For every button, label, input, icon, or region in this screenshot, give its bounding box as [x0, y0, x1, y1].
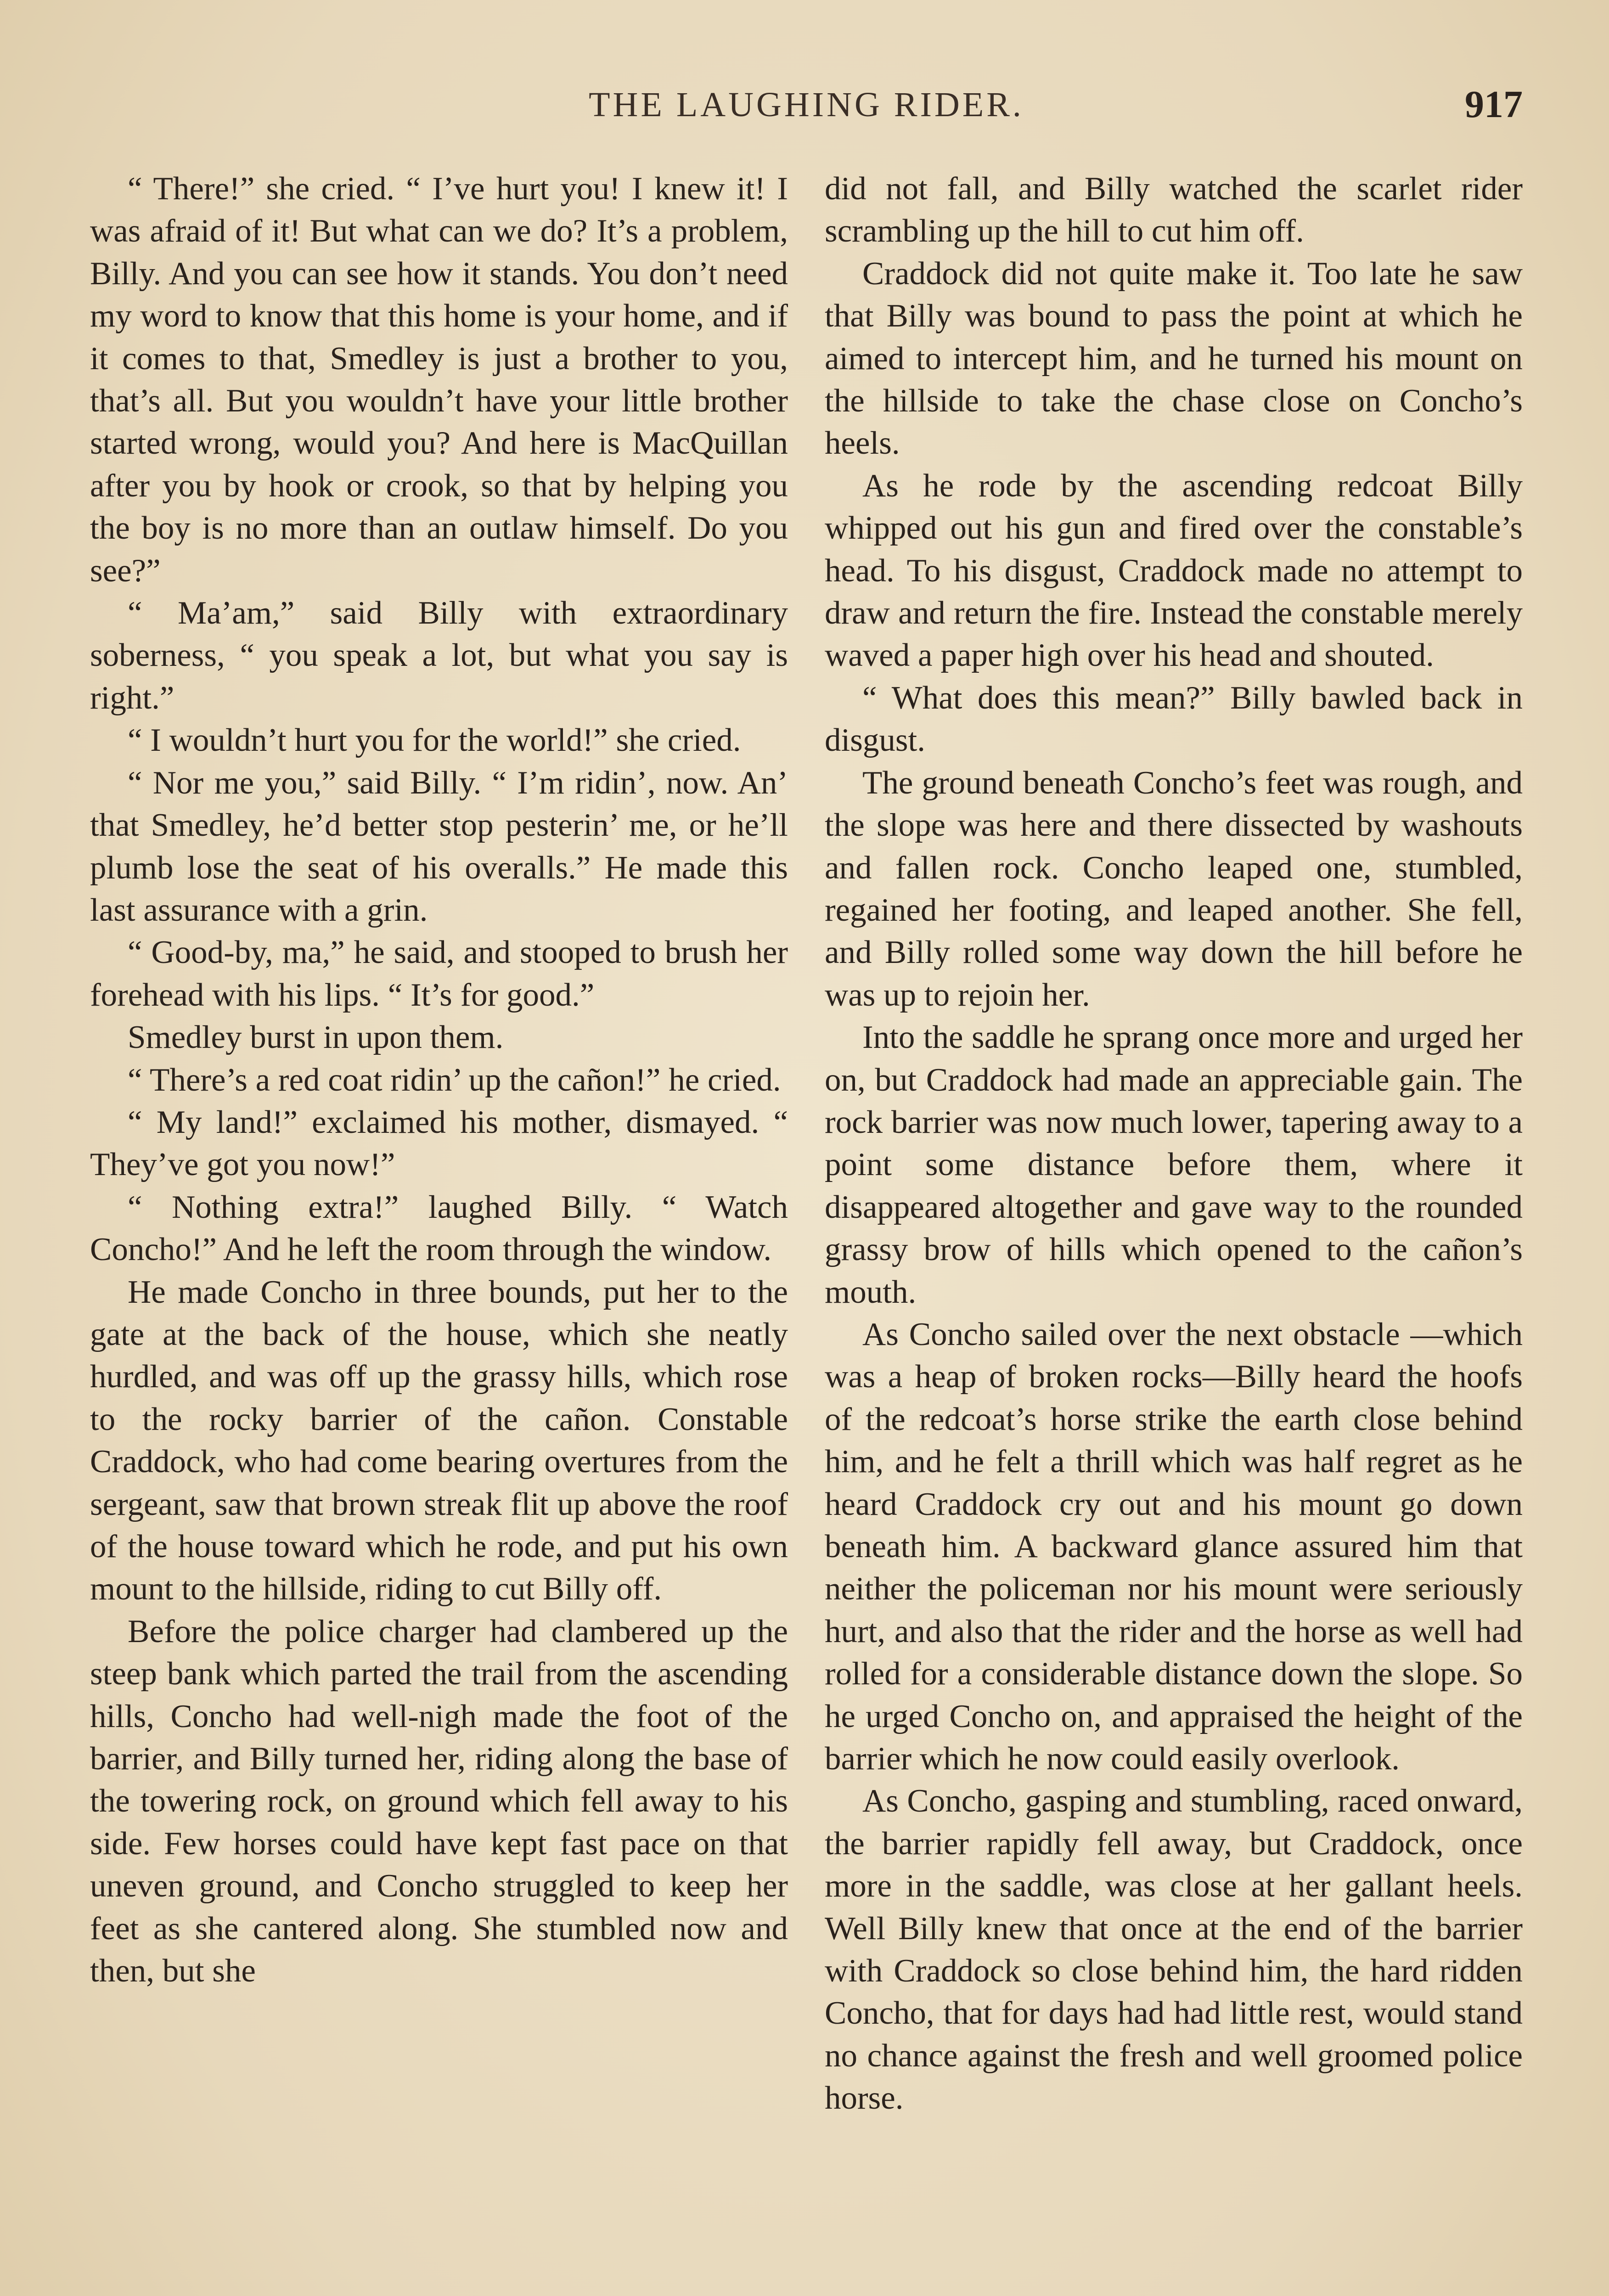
- paragraph: “ I wouldn’t hurt you for the world!” she cried.: [128, 722, 741, 759]
- page-number: 917: [1465, 83, 1523, 126]
- paragraph: “ Nor me you,” said Billy. “ I’m ridin’, now. An’ that Smedley, he’d better stop pesterin’ me, or he’ll plumb lose the seat of his overalls.” He made this last assurance with a grin.: [90, 765, 788, 928]
- paragraph: “ What does this mean?” Billy bawled back in disgust.: [825, 680, 1523, 759]
- paragraph: “ My land!” exclaimed his mother, dismayed. “ They’ve got you now!”: [90, 1104, 788, 1183]
- paragraph: “ Nothing extra!” laughed Billy. “ Watch Concho!” And he left the room through the window.: [90, 1189, 788, 1268]
- page-header: [90, 85, 1523, 135]
- paragraph: “ Ma’am,” said Billy with extraordinary soberness, “ you speak a lot, but what you say is right.”: [90, 595, 788, 716]
- paragraph: “ Good-by, ma,” he said, and stooped to brush her forehead with his lips. “ It’s for good.”: [90, 934, 788, 1013]
- paragraph: Craddock did not quite make it. Too late he saw that Billy was bound to pass the point at which he aimed to intercept him, and he turned his mount on the hillside to take the chase close on Concho’s heels.: [825, 255, 1523, 461]
- paragraph: “ There!” she cried. “ I’ve hurt you! I knew it! I was afraid of it! But what can we do? It’s a problem, Billy. And you can see how it stands. You don’t need my word to know that this home is your home, and if it comes to that, Smedley is just a brother to you, that’s all. But you wouldn’t have your little brother started wrong, would you? And here is MacQuillan after you by hook or crook, so that by helping you the boy is no more than an outlaw himself. Do you see?”: [90, 171, 788, 589]
- paragraph: The ground beneath Concho’s feet was rough, and the slope was here and there dissected by washouts and fallen rock. Concho leaped one, stumbled, regained her footing, and leaped another. She fell, and Billy rolled some way down the hill before he was up to rejoin her.: [825, 765, 1523, 1013]
- paragraph: As Concho sailed over the next obstacle —which was a heap of broken rocks—Billy heard the hoofs of the redcoat’s horse strike the earth close behind him, and he felt a thrill which was half regret as he heard Craddock cry out and his mount go down beneath him. A backward glance assured him that neither the policeman nor his mount were seriously hurt, and also that the rider and the horse as well had rolled for a considerable distance down the slope. So he urged Concho on, and appraised the height of the barrier which he now could easily overlook.: [825, 1316, 1523, 1777]
- paragraph: As Concho, gasping and stumbling, raced onward, the barrier rapidly fell away, but Craddock, once more in the saddle, was close at her gallant heels. Well Billy knew that once at the end of the barrier with Craddock so close behind him, the hard ridden Concho, that for days had had little rest, would stand no chance against the fresh and well groomed police horse.: [825, 1783, 1523, 2116]
- paragraph-continued: did not fall, and Billy watched the scarlet rider scrambling up the hill to cut him off.: [825, 171, 1523, 249]
- paragraph: Into the saddle he sprang once more and urged her on, but Craddock had made an appreciable gain. The rock barrier was now much lower, tapering away to a point some distance before them, where it disappeared altogether and gave way to the rounded grassy brow of hills which opened to the cañon’s mouth.: [825, 1019, 1523, 1310]
- paragraph: Before the police charger had clambered up the steep bank which parted the trail from the ascending hills, Concho had well-nigh made the foot of the barrier, and Billy turned her, riding along the base of the towering rock, on ground which fell away to his side. Few horses could have kept fast pace on that uneven ground, and Concho struggled to keep her feet as she cantered along. She stumbled now and then, but she: [90, 1613, 788, 1989]
- paragraph: “ There’s a red coat ridin’ up the cañon!” he cried.: [128, 1062, 781, 1098]
- right-column: [825, 168, 1523, 2296]
- left-column: [90, 168, 788, 2296]
- running-title: THE LAUGHING RIDER.: [589, 85, 1024, 124]
- text-columns: [90, 168, 1523, 2296]
- paragraph: Smedley burst in upon them.: [128, 1019, 504, 1056]
- paragraph: He made Concho in three bounds, put her to the gate at the back of the house, which she neatly hurdled, and was off up the grassy hills, which rose to the rocky barrier of the cañon. Constable Craddock, who had come bearing overtures from the sergeant, saw that brown streak flit up above the roof of the house toward which he rode, and put his own mount to the hillside, riding to cut Billy off.: [90, 1274, 788, 1607]
- paragraph: As he rode by the ascending redcoat Billy whipped out his gun and fired over the constable’s head. To his disgust, Craddock made no attempt to draw and return the fire. Instead the constable merely waved a paper high over his head and shouted.: [825, 467, 1523, 674]
